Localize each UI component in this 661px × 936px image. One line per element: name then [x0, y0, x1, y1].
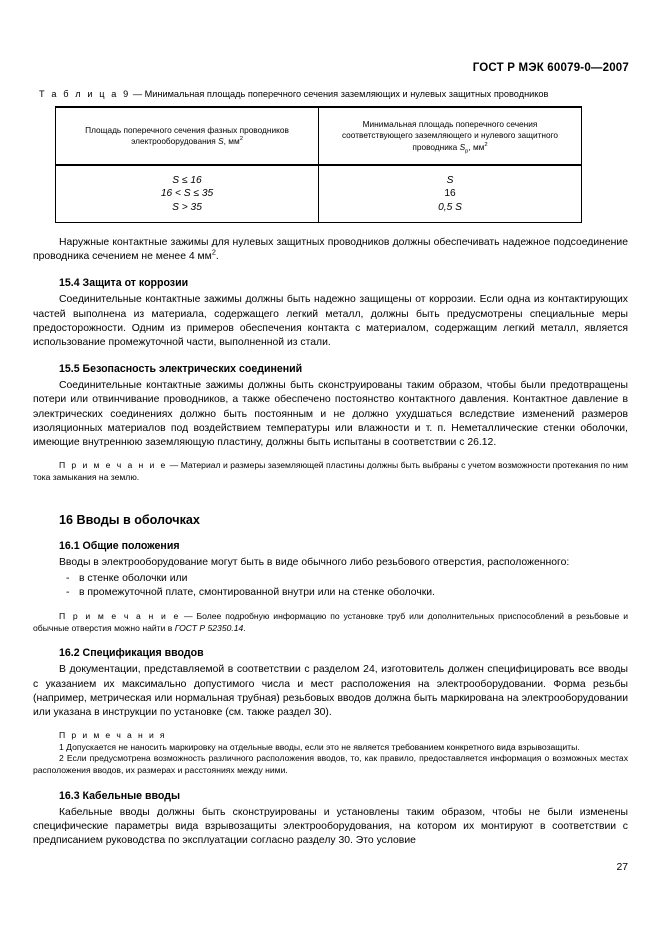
clause-16-1-text: Вводы в электрооборудование могут быть в виде обычного либо резьбового отверстия, расположенного: [59, 557, 570, 569]
table-header-cell-protective-conductor [319, 107, 582, 165]
header-col2-variable: S [459, 141, 466, 152]
clause-16-1-title: 16.1 Общие положения [59, 540, 180, 553]
table-caption-dash: — [130, 89, 145, 99]
section-16-title: 16 Вводы в оболочках [59, 513, 200, 528]
header-col1-line1: Площадь поперечного сечения фазных проводников [85, 124, 289, 135]
paragraph-after-table-post: . [215, 251, 219, 263]
table-cell-value-1: S [446, 174, 454, 186]
running-head: ГОСТ Р МЭК 60079-0—2007 [472, 62, 629, 74]
table-cell-values [319, 165, 582, 223]
note-16-1-standard-reference: ГОСТ Р 52350.14 [174, 622, 244, 633]
note-item: 1 Допускается не наносить маркировку на отдельные вводы, если это не является требованием конкретного вида взрывозащиты. [59, 741, 580, 752]
header-col2-subscript: p [465, 148, 469, 155]
header-col1-line2-post: , мм [223, 136, 240, 146]
note-16-1-text-pre: Более подробную информацию по установке труб или дополнительных приспособлений в резьбовые и обычные отверстия можно найти в [33, 611, 628, 633]
header-col1-line2-pre: электрооборудования [131, 136, 219, 146]
table-cell-condition-3: S > 35 [172, 201, 202, 213]
table-caption-label: Т а б л и ц а 9 [39, 89, 131, 99]
clause-16-3-title: 16.3 Кабельные вводы [59, 789, 180, 802]
header-col2-line3-post: , мм [468, 141, 485, 152]
paragraph-after-table [33, 236, 628, 264]
table-cell-condition-2: 16 < S ≤ 35 [160, 188, 214, 200]
note-item: 2 Если предусмотрена возможность различного расположения вводов, то, как правило, предоставляется информация о возможных местах расположения вводов, их размерах и расстояниях между ними. [33, 753, 628, 775]
clause-15-5-text: Соединительные контактные зажимы должны быть сконструированы таким образом, чтобы были предотвращены потери или отвинчивание проводников, а также обеспечено постоянство контактного давления. Контактное давление в электрических соединениях должно быть постоянным и не должно ухудшаться вследствие изменений размеров изоляционных материалов под воздействием температуры или влажности и т. п. Неметаллические стенки оболочки, имеющие внутреннюю заземляющую пластину, должны быть испытаны в соответствии с 26.12. [33, 380, 628, 449]
page-number: 27 [616, 862, 628, 873]
table-header-cell-phase-conductor [56, 107, 319, 165]
table-caption [39, 88, 628, 100]
note-15-5-dash: — [167, 460, 181, 471]
paragraph-after-table-pre: Наружные контактные зажимы для нулевых защитных проводников должны обеспечивать надежное подсоединение проводника сечением не менее 4 мм [33, 237, 628, 263]
table-cell-conditions [56, 165, 319, 223]
note-15-5-label: П р и м е ч а н и е [59, 460, 168, 471]
paragraph-after-table-superscript: 2 [211, 247, 216, 257]
note-16-1-label: П р и м е ч а н и е [59, 611, 181, 622]
clause-16-3-text: Кабельные вводы должны быть сконструированы и установлены таким образом, чтобы не были изменены специфические параметры вида взрывозащиты электрооборудования, на котором их монтируют в соответствии с предписанием руководства по эксплуатации согласно разделу 30. Это условие [33, 806, 628, 846]
note-16-1 [33, 611, 628, 634]
note-16-1-text-post: . [243, 622, 246, 633]
table-9 [55, 106, 582, 223]
clause-16-2-text: В документации, представляемой в соответствии с разделом 24, изготовитель должен специфицировать все вводы с указанием их максимально допустимого числа и мест расположения на электрооборудовании. Форма резьбы (например, метрическая или нормальная трубная) резьбовых вводов должна быть маркирована на электрооборудовании или указана в инструкции по установке (см. также раздел 30). [33, 664, 628, 719]
page-content [33, 88, 628, 848]
table-cell-condition-1: S ≤ 16 [172, 174, 202, 186]
note-16-1-dash: — [180, 611, 197, 622]
notes-16-2-label: П р и м е ч а н и я [59, 730, 167, 741]
table-header-row [56, 107, 582, 165]
table-cell-value-2: 16 [444, 188, 456, 200]
table-cell-value-3: 0,5 S [438, 201, 462, 213]
note-15-5 [33, 460, 628, 483]
table-row [56, 165, 582, 223]
clause-15-4-title: 15.4 Защита от коррозии [59, 277, 189, 290]
header-col2-superscript: 2 [484, 141, 488, 148]
notes-16-2-heading [33, 730, 628, 742]
clause-16-1-list [33, 572, 628, 602]
list-item: - в промежуточной плате, смонтированной внутри или на стенке оболочки. [33, 586, 628, 601]
clause-15-4-text: Соединительные контактные зажимы должны быть надежно защищены от коррозии. Если одна из контактирующих частей выполнена из материала, содержащего легкий металл, должны быть предусмотрены специальные меры предосторожности. Одним из примеров обеспечения контакта с материалом, содержащим легкий металл, является использование промежуточной части, выполненной из стали. [33, 294, 628, 349]
list-item: - в стенке оболочки или [33, 572, 628, 587]
clause-15-5-title: 15.5 Безопасность электрических соединений [59, 363, 303, 376]
note-15-5-text: Материал и размеры заземляющей пластины должны быть выбраны с учетом возможности протекания по ним тока замыкания на землю. [33, 460, 628, 482]
header-col2-line1: Минимальная площадь поперечного сечения [362, 118, 538, 129]
header-col1-superscript: 2 [239, 136, 243, 143]
table-caption-text: Минимальная площадь поперечного сечения заземляющих и нулевых защитных проводников [144, 89, 549, 99]
section-16 [33, 513, 628, 527]
header-col1-variable: S [218, 136, 224, 146]
header-col2-line2: соответствующего заземляющего и нулевого защитного [341, 130, 559, 141]
clause-16-2-title: 16.2 Спецификация вводов [59, 647, 204, 660]
header-col2-line3-pre: проводника [412, 141, 460, 152]
